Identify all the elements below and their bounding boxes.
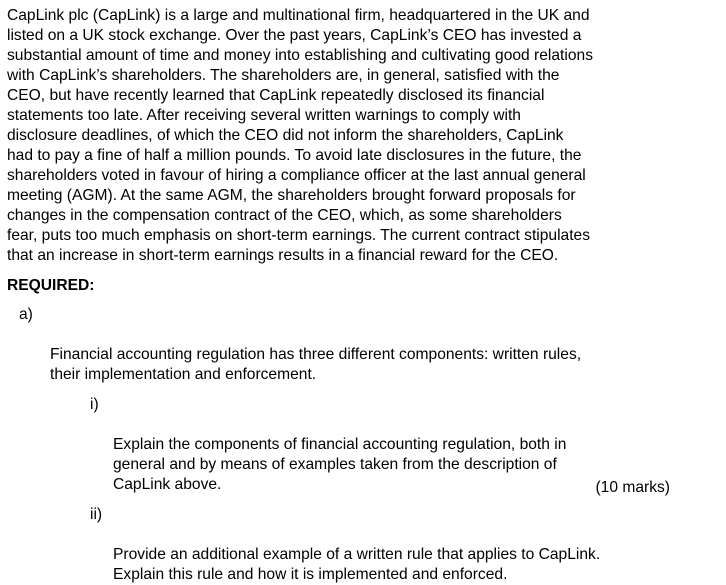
question-part-i-text: Explain the components of financial accounting regulation, both in general and by means of examples taken from the description of CapLink above. — [113, 436, 567, 493]
question-part-a-marker: a) — [19, 306, 33, 323]
question-part-a-text: Financial accounting regulation has three different components: written rules, their implementation and enforcement. — [50, 346, 582, 383]
question-part-ii-text: Provide an additional example of a written rule that applies to CapLink. Explain this rule and how it is implemented and enforced. — [113, 546, 601, 583]
question-part-ii-marker: ii) — [90, 506, 103, 523]
required-heading: REQUIRED: — [7, 277, 95, 294]
document-page — [7, 6, 719, 585]
question-part-ii — [7, 505, 719, 585]
marks-allocation: (10 marks) — [595, 479, 670, 496]
case-description-paragraph: CapLink plc (CapLink) is a large and multinational firm, headquartered in the UK and listed on a UK stock exchange. Over the past years, CapLink’s CEO has invested a substantial amount of time and money into establishing and cultivating good relations with CapLink’s shareholders. The shareholders are, in general, satisfied with the CEO, but have recently learned that CapLink repeatedly disclosed its financial statements too late. After receiving several written warnings to comply with disclosure deadlines, of which the CEO did not inform the shareholders, CapLink had to pay a fine of half a million pounds. To avoid late disclosures in the future, the shareholders voted in favour of hiring a compliance officer at the last annual general meeting (AGM). At the same AGM, the shareholders brought forward proposals for changes in the compensation contract of the CEO, which, as some shareholders fear, puts too much emphasis on short-term earnings. The current contract stipulates that an increase in short-term earnings results in a financial reward for the CEO. — [7, 7, 593, 264]
question-part-i-marker: i) — [90, 396, 99, 413]
question-part-a — [7, 305, 719, 385]
